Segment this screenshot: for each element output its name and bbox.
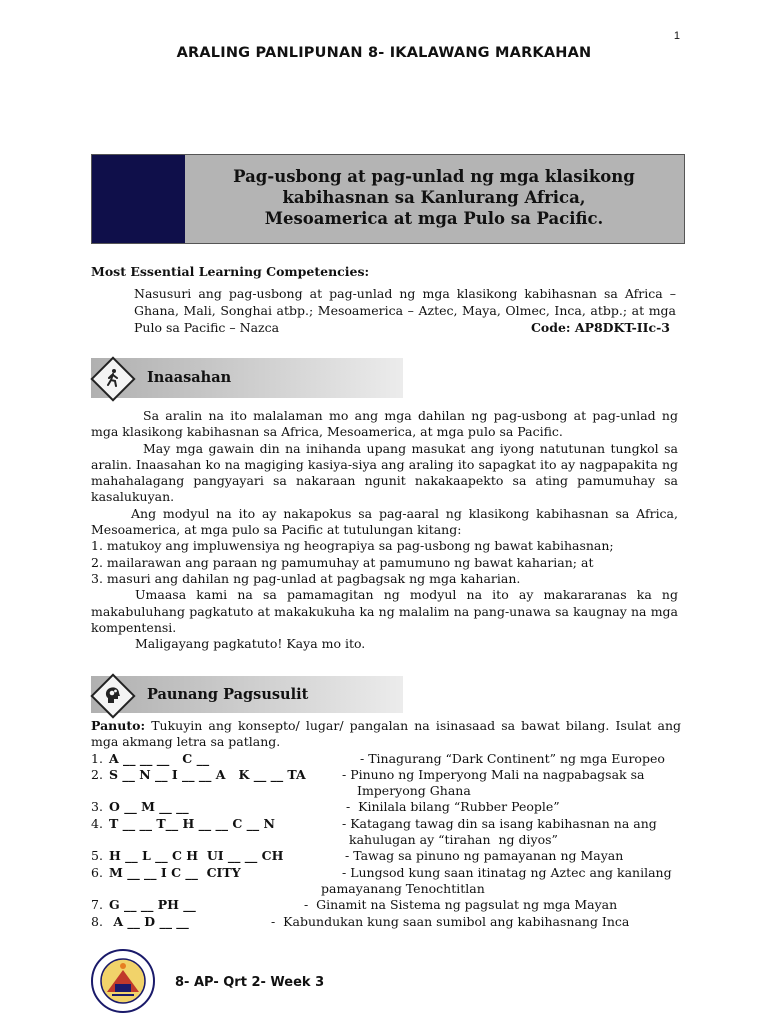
quiz-item-continuation [91,832,681,848]
quiz-item [91,767,681,783]
quiz-item-definition-cont: kahulugan ay “tirahan ng diyos” [349,832,558,848]
paragraph: Sa aralin na ito malalaman mo ang mga dahilan ng pag-usbong at pag-unlad ng mga klasikong kabihasnan sa Africa, Mesoamerica, at mga pulo sa Pacific. [91,408,678,440]
quiz-item-blank: A __ __ __ C __ [109,750,210,766]
quiz-item [91,897,681,913]
melc-label: Most Essential Learning Competencies: [91,264,370,279]
quiz-item-definition-cont: Imperyong Ghana [357,783,471,799]
panuto-text: Tukuyin ang konsepto/ lugar/ pangalan na isinasaad sa bawat bilang. Isulat ang mga akmang letra sa patlang. [91,718,681,750]
footer-label: 8- AP- Qrt 2- Week 3 [175,975,325,990]
lesson-title-line: kabihasnan sa Kanlurang Africa, [282,188,586,207]
schools-division-seal [90,948,156,1014]
quiz-item [91,816,681,832]
quiz-item-definition: - Kabundukan kung saan sumibol ang kabihasnang Inca [271,913,630,929]
list-item: 1. matukoy ang impluwensiya ng heograpiya sa pag-usbong ng bawat kabihasnan; [91,538,614,554]
paragraph: Maligayang pagkatuto! Kaya mo ito. [135,636,366,652]
quiz-item-blank: T __ __ T__ H __ __ C __ N [109,815,275,831]
quiz-item [91,799,681,815]
quiz-item [91,865,681,881]
paragraph: Umaasa kami na sa pamamagitan ng modyul na ito ay makararanas ka ng makabuluhang pagkatuto at makakukuha ka ng malalim na pang-unawa sa kaugnay na mga kompentensi. [91,587,678,635]
quiz-item-definition: - Tawag sa pinuno ng pamayanan ng Mayan [345,848,624,864]
quiz-item-definition-cont: pamayanang Tenochtitlan [321,880,485,896]
inaasahan-banner [91,358,403,398]
quiz-item [91,914,681,930]
panuto-label: Panuto: [91,718,146,733]
quiz-item [91,751,681,767]
quiz-item-blank: H __ L __ C H UI __ __ CH [109,848,284,864]
quiz-item-blank: G __ __ PH __ [109,897,196,913]
quiz-item-blank: O __ M __ __ [109,799,189,815]
quiz-item-number: 6. [91,864,103,880]
paragraph: Ang modyul na ito ay nakapokus sa pag-aaral ng klasikong kabihasnan sa Africa, Mesoamerica, at mga pulo sa Pacific at tutulungan kitang: [91,505,678,538]
document-header: ARALING PANLIPUNAN 8- IKALAWANG MARKAHAN [176,45,592,61]
head-gears-icon [101,683,125,707]
quiz-item-number: 7. [91,897,103,913]
quiz-item-definition: - Pinuno ng Imperyong Mali na nagpabagsak sa [342,766,645,782]
quiz-item-definition: - Ginamit na Sistema ng pagsulat ng mga Mayan [304,897,618,913]
inaasahan-label: Inaasahan [147,369,232,386]
lesson-title-line: Pag-usbong at pag-unlad ng mga klasikong [233,167,635,186]
quiz-item-number: 5. [91,848,103,864]
quiz-item [91,848,681,864]
page-number: 1 [673,30,680,42]
paunang-pagsusulit-label: Paunang Pagsusulit [147,686,309,703]
melc-code: Code: AP8DKT-IIc-3 [530,320,670,335]
quiz-item-definition: - Tinagurang “Dark Continent” ng mga Europeo [360,750,665,766]
quiz-item-blank: M __ __ I C __ CITY [109,864,241,880]
quiz-item-continuation [91,881,681,897]
quiz-item-blank: A __ D __ __ [109,913,189,929]
quiz-instructions [91,718,681,751]
inaasahan-body [91,408,678,652]
melc-text [134,285,676,336]
hiker-sign-icon [101,366,125,390]
quiz-item-definition: - Katagang tawag din sa isang kabihasnan na ang [342,815,657,831]
quiz-item-number: 3. [91,799,103,815]
list-item: 3. masuri ang dahilan ng pag-unlad at pagbagsak ng mga kaharian. [91,570,521,586]
lesson-title [192,166,676,229]
quiz-item-number: 8. [91,913,103,929]
list-item: 2. mailarawan ang paraan ng pamumuhay at pamumuno ng bawat kaharian; at [91,554,594,570]
quiz-item-blank: S __ N __ I __ __ A K __ __ TA [109,766,306,782]
quiz-item-number: 2. [91,766,103,782]
quiz [91,718,681,930]
title-accent-block [92,155,185,243]
quiz-item-number: 4. [91,815,103,831]
paunang-pagsusulit-banner [91,676,403,713]
paragraph: May mga gawain din na inihanda upang masukat ang iyong natutunan tungkol sa aralin. Inaasahan ko na magiging kasiya-siya ang araling ito sapagkat ito ay nagpapakita ng mahahalagang pangyayari sa nakaraan ngunit nakakaapekto sa ating pamumuhay sa kasalukuyan. [91,440,678,505]
quiz-item-continuation [91,783,681,799]
title-box [91,154,685,244]
quiz-item-number: 1. [91,750,103,766]
lesson-title-line: Mesoamerica at mga Pulo sa Pacific. [264,209,604,228]
melc-description: Nasusuri ang pag-usbong at pag-unlad ng mga klasikong kabihasnan sa Africa – Ghana, Mali, Songhai atbp.; Mesoamerica – Aztec, Maya, Olmec, Inca, atbp.; at mga Pulo sa Pacific – Nazca [134,286,676,335]
quiz-item-definition: - Kinilala bilang “Rubber People” [346,799,560,815]
quiz-item-definition: - Lungsod kung saan itinatag ng Aztec ang kanilang [342,864,672,880]
